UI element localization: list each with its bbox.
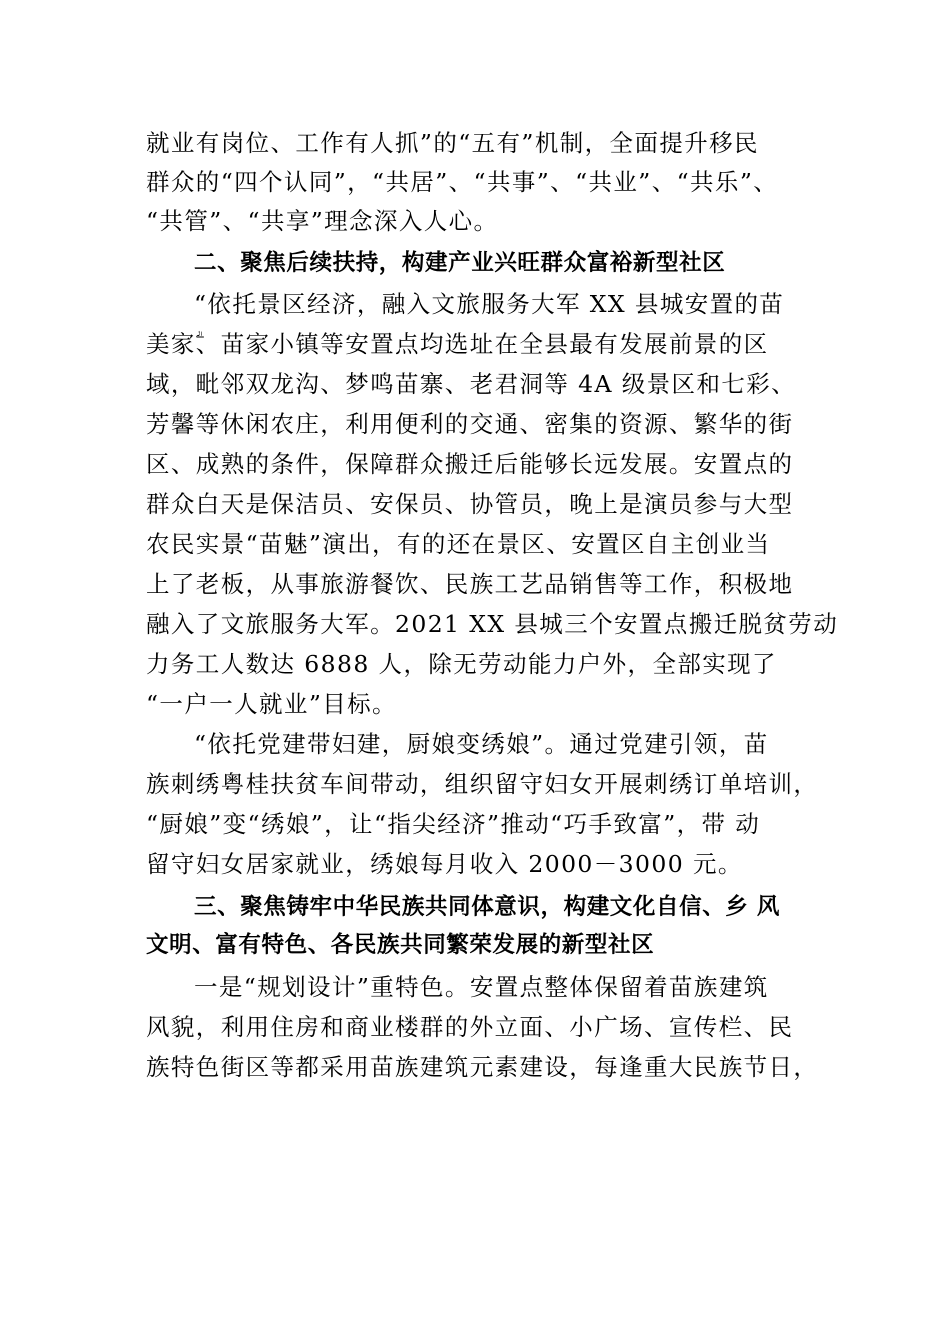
body-text-line: 力务工人数达 6888 人，除无劳动能力户外，全部实现了	[146, 650, 777, 678]
body-text-line: 族特色街区等都采用苗族建筑元素建设，每逢重大民族节日，	[146, 1053, 819, 1081]
body-text-line: “共管”、“共享”理念深入人心。	[146, 207, 499, 235]
section-heading: 三、聚焦铸牢中华民族共同体意识，构建文化自信、乡 风	[194, 894, 780, 920]
body-text-line: 一是“规划设计”重特色。安置点整体保留着苗族建筑	[194, 973, 769, 1001]
body-text-line: 留守妇女居家就业，绣娘每月收入 2000－3000 元。	[146, 850, 743, 878]
body-text-line: “一户一人就业”目标。	[146, 690, 397, 718]
body-text-line: “依托景区经济，融入文旅服务大军 XX 县城安置的苗	[194, 290, 785, 318]
section-heading: 二、聚焦后续扶持，构建产业兴旺群众富裕新型社区	[194, 250, 726, 276]
body-text-line: 上了老板，从事旅游餐饮、民族工艺品销售等工作，积极地	[146, 570, 794, 598]
body-text-line: 芳馨等休闲农庄，利用便利的交通、密集的资源、繁华的街	[146, 410, 794, 438]
body-text-line: 区、成熟的条件，保障群众搬迁后能够长远发展。安置点的	[146, 450, 794, 478]
body-text-line: 农民实景“苗魅”演出，有的还在景区、安置区自主创业当	[146, 530, 771, 558]
body-text-line: 群众的“四个认同”，“共居”、“共事”、“共业”、“共乐”、	[146, 168, 779, 196]
body-text-line: 族刺绣粤桂扶贫车间带动，组织留守妇女开展刺绣订单培训，	[146, 770, 819, 798]
section-heading: 文明、富有特色、各民族共同繁荣发展的新型社区	[146, 932, 655, 958]
body-text-line: 风貌，利用住房和商业楼群的外立面、小广场、宣传栏、民	[146, 1013, 794, 1041]
body-text-line: “依托党建带妇建，厨娘变绣娘”。通过党建引领，苗	[194, 730, 769, 758]
body-text-line: 就业有岗位、工作有人抓”的“五有”机制，全面提升移民	[146, 129, 759, 157]
body-text-line: 融入了文旅服务大军。2021 XX 县城三个安置点搬迁脱贫劳动	[146, 610, 839, 638]
body-text-line: 群众白天是保洁员、安保员、协管员，晚上是演员参与大型	[146, 490, 794, 518]
body-text-line: 美家ؖ、苗家小镇等安置点均选址在全县最有发展前景的区	[146, 330, 769, 358]
body-text-line: 域，毗邻双龙沟、梦鸣苗寨、老君洞等 4A 级景区和七彩、	[146, 370, 797, 398]
body-text-line: “厨娘”变“绣娘”，让“指尖经济”推动“巧手致富”，带 动	[146, 810, 761, 838]
